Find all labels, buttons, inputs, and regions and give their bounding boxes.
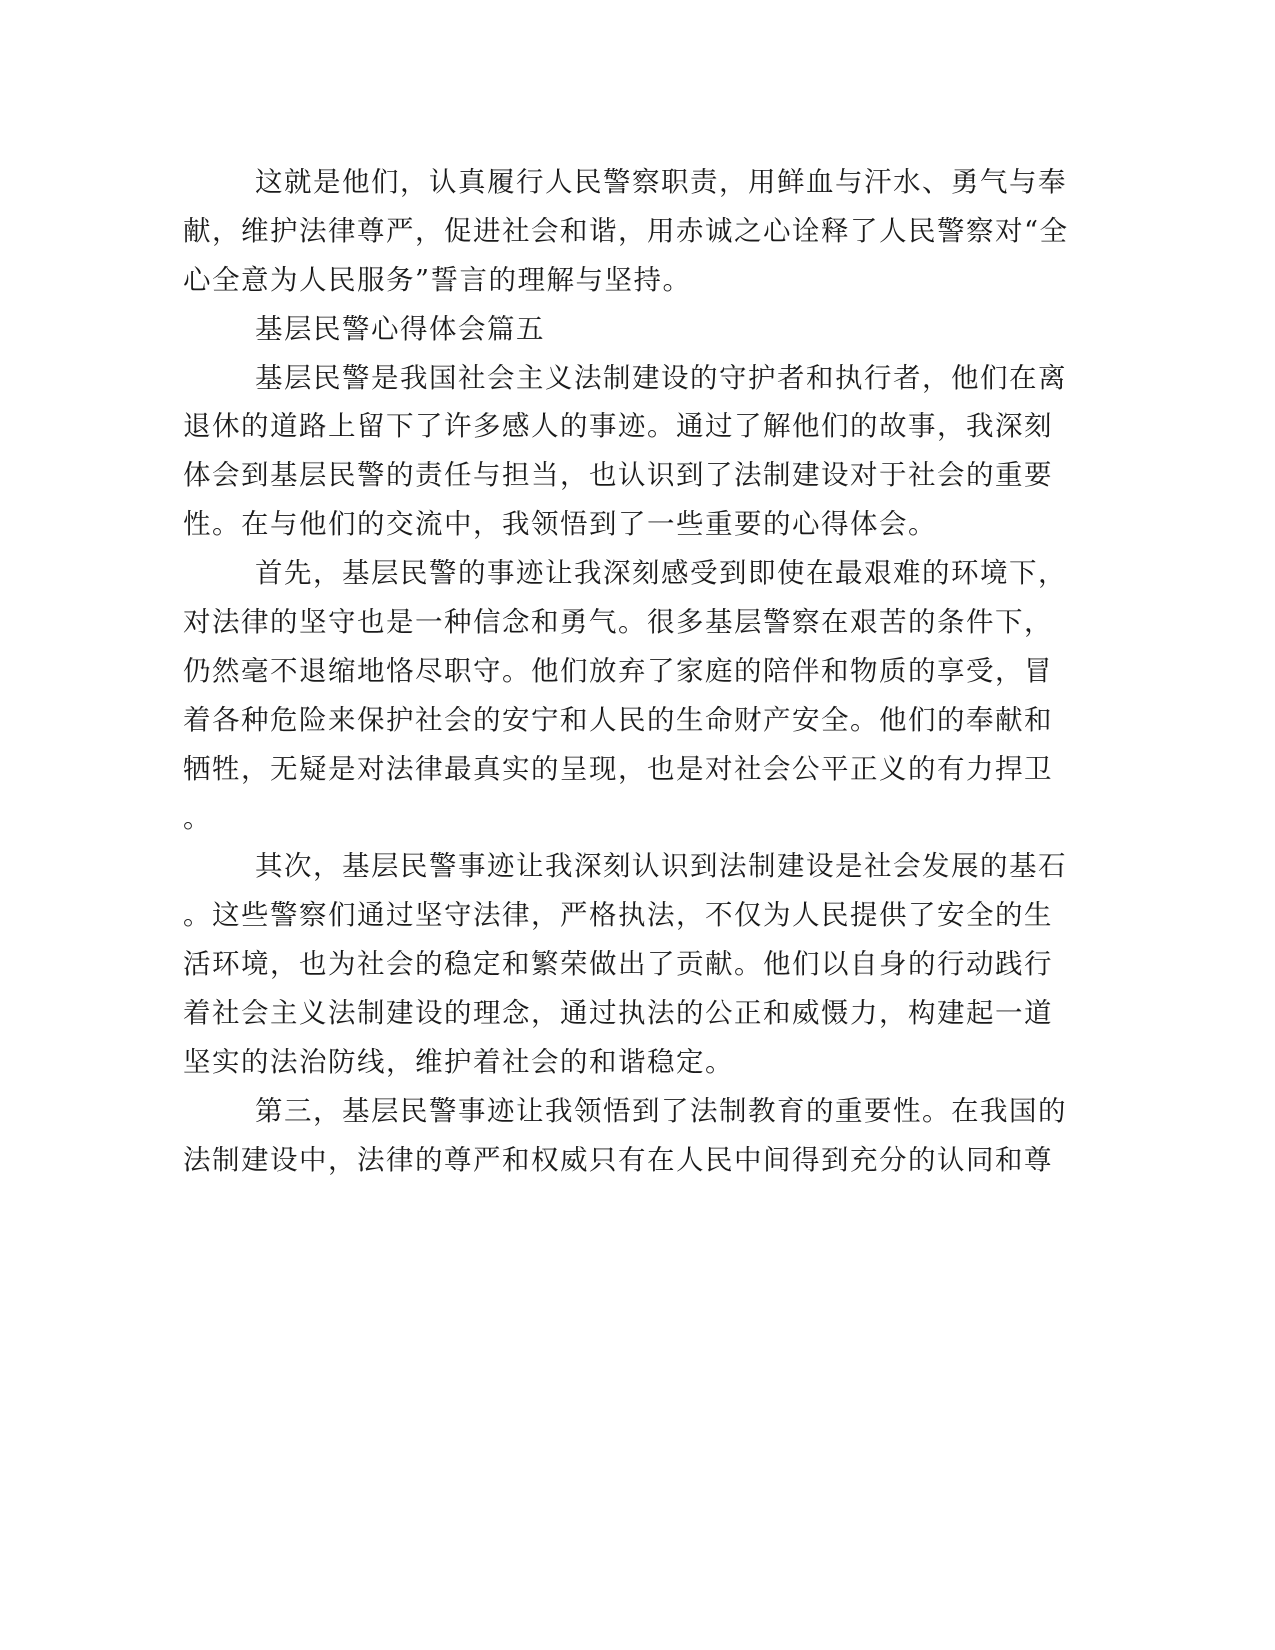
text-line: 法制建设中，法律的尊严和权威只有在人民中间得到充分的认同和尊 [183, 1143, 1053, 1176]
text-line: 基层民警是我国社会主义法制建设的守护者和执行者，他们在离 [255, 361, 1067, 394]
text-line: 体会到基层民警的责任与担当，也认识到了法制建设对于社会的重要 [183, 459, 1053, 492]
text-line: 退休的道路上留下了许多感人的事迹。通过了解他们的故事，我深刻 [183, 410, 1053, 443]
text-line: 心全意为人民服务”誓言的理解与坚持。 [183, 263, 692, 296]
text-line: 其次，基层民警事迹让我深刻认识到法制建设是社会发展的基石 [255, 850, 1067, 883]
text-line: 第三，基层民警事迹让我领悟到了法制教育的重要性。在我国的 [255, 1094, 1067, 1127]
text-line: 首先，基层民警的事迹让我深刻感受到即使在最艰难的环境下， [255, 557, 1067, 590]
document-body [183, 158, 1069, 1185]
text-line: 牺牲，无疑是对法律最真实的呈现，也是对社会公平正义的有力捍卫 [183, 752, 1053, 785]
text-line: 坚实的法治防线，维护着社会的和谐稳定。 [183, 1046, 734, 1079]
text-line: 活环境，也为社会的稳定和繁荣做出了贡献。他们以自身的行动践行 [183, 948, 1053, 981]
text-line: 对法律的坚守也是一种信念和勇气。很多基层警察在艰苦的条件下， [183, 606, 1053, 639]
text-line: 着各种危险来保护社会的安宁和人民的生命财产安全。他们的奉献和 [183, 703, 1053, 736]
text-line: 仍然毫不退缩地恪尽职守。他们放弃了家庭的陪伴和物质的享受，冒 [183, 654, 1053, 687]
text-line: 着社会主义法制建设的理念，通过执法的公正和威慑力，构建起一道 [183, 997, 1053, 1030]
text-line: 性。在与他们的交流中，我领悟到了一些重要的心得体会。 [183, 508, 937, 541]
text-line: 。这些警察们通过坚守法律，严格执法，不仅为人民提供了安全的生 [183, 899, 1053, 932]
text-line: 。 [183, 801, 212, 834]
text-line: 这就是他们，认真履行人民警察职责，用鲜血与汗水、勇气与奉 [255, 166, 1067, 198]
section-heading: 基层民警心得体会篇五 [255, 312, 545, 345]
text-line: 献，维护法律尊严，促进社会和谐，用赤诚之心诠释了人民警察对“全 [183, 214, 1069, 247]
